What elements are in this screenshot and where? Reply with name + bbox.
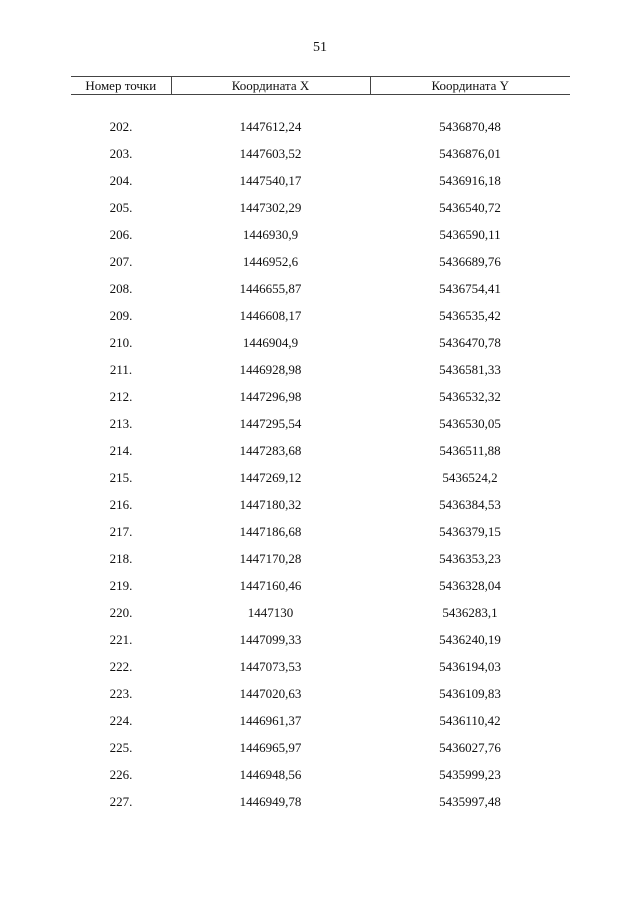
cell-point-number: 202. [109,118,133,134]
cell-coordinate-x: 1446904,9 [242,334,299,350]
cell-point-number: 203. [109,145,133,161]
cell-point-number: 206. [109,226,133,242]
cell-coordinate-x: 1447180,32 [239,496,302,512]
table-row [71,356,570,383]
cell-coordinate-y: 5435999,23 [439,766,501,782]
cell-coordinate-x: 1447073,53 [239,658,302,674]
cell-coordinate-y: 5436027,76 [439,739,501,755]
table-row [71,383,570,410]
cell-point-number: 214. [109,442,133,458]
cell-coordinate-y: 5436916,18 [439,172,501,188]
cell-point-number: 210. [109,334,133,350]
table-row [71,302,570,329]
cell-coordinate-y: 5436353,23 [439,550,501,566]
cell-coordinate-x: 1447302,29 [239,199,302,215]
cell-coordinate-y: 5436328,04 [439,577,501,593]
header-point-number: Номер точки [71,77,171,95]
cell-coordinate-y: 5436870,48 [439,118,501,134]
cell-coordinate-x: 1447540,17 [239,172,302,188]
cell-point-number: 219. [109,577,133,593]
cell-point-number: 213. [109,415,133,431]
cell-coordinate-y: 5436110,42 [439,712,501,728]
table-row [71,113,570,140]
cell-coordinate-x: 1446655,87 [239,280,302,296]
table-row [71,248,570,275]
cell-point-number: 208. [109,280,133,296]
header-coordinate-x: Координата X [171,77,370,95]
cell-point-number: 209. [109,307,133,323]
cell-coordinate-x: 1447269,12 [239,469,302,485]
cell-point-number: 216. [109,496,133,512]
cell-point-number: 223. [109,685,133,701]
table-row [71,491,570,518]
cell-coordinate-y: 5436511,88 [439,442,501,458]
table-row [71,788,570,815]
cell-point-number: 212. [109,388,133,404]
cell-coordinate-x: 1446961,37 [239,712,302,728]
cell-coordinate-y: 5436379,15 [439,523,501,539]
cell-coordinate-y: 5436876,01 [439,145,501,161]
cell-coordinate-y: 5436535,42 [439,307,501,323]
table-row [71,572,570,599]
cell-coordinate-y: 5436384,53 [439,496,501,512]
cell-coordinate-y: 5436530,05 [439,415,501,431]
cell-coordinate-x: 1447295,54 [239,415,302,431]
cell-coordinate-y: 5436689,76 [439,253,501,269]
cell-point-number: 207. [109,253,133,269]
cell-coordinate-y: 5436581,33 [439,361,501,377]
table-row [71,680,570,707]
table-row [71,626,570,653]
coordinates-table [71,76,570,815]
cell-coordinate-x: 1447612,24 [239,118,302,134]
cell-point-number: 225. [109,739,133,755]
table-row [71,518,570,545]
table-header-row [71,77,570,95]
cell-point-number: 204. [109,172,133,188]
cell-coordinate-x: 1446952,6 [242,253,299,269]
table-row [71,167,570,194]
table-body [71,95,570,816]
cell-coordinate-y: 5436240,19 [439,631,501,647]
cell-coordinate-x: 1447170,28 [239,550,302,566]
cell-point-number: 217. [109,523,133,539]
cell-point-number: 218. [109,550,133,566]
cell-coordinate-x: 1447099,33 [239,631,302,647]
table-row [71,734,570,761]
table-row [71,437,570,464]
cell-point-number: 205. [109,199,133,215]
cell-coordinate-y: 5436540,72 [439,199,501,215]
cell-coordinate-x: 1446949,78 [239,793,302,809]
cell-point-number: 222. [109,658,133,674]
table-row [71,707,570,734]
cell-point-number: 220. [109,604,133,620]
cell-coordinate-y: 5436754,41 [439,280,501,296]
cell-coordinate-y: 5436109,83 [439,685,501,701]
cell-coordinate-y: 5436590,11 [439,226,501,242]
cell-coordinate-x: 1447603,52 [239,145,302,161]
cell-coordinate-x: 1446928,98 [239,361,302,377]
cell-coordinate-x: 1446930,9 [242,226,299,242]
cell-coordinate-y: 5436470,78 [439,334,501,350]
cell-coordinate-x: 1447283,68 [239,442,302,458]
table-row [71,275,570,302]
cell-coordinate-y: 5436194,03 [439,658,501,674]
cell-point-number: 211. [109,361,133,377]
table-row [71,221,570,248]
table-row [71,329,570,356]
cell-coordinate-y: 5436283,1 [442,604,498,620]
table-row [71,410,570,437]
cell-point-number: 224. [109,712,133,728]
cell-point-number: 227. [109,793,133,809]
cell-coordinate-y: 5436532,32 [439,388,501,404]
table-row [71,761,570,788]
table-row [71,464,570,491]
table-row [71,653,570,680]
table-row [71,140,570,167]
cell-coordinate-x: 1447020,63 [239,685,302,701]
header-coordinate-y: Координата Y [370,77,570,95]
table-row [71,599,570,626]
cell-point-number: 215. [109,469,133,485]
cell-coordinate-x: 1447296,98 [239,388,302,404]
cell-coordinate-x: 1446948,56 [239,766,302,782]
table-row [71,545,570,572]
cell-coordinate-y: 5436524,2 [442,469,498,485]
page-number: 51 [313,40,327,55]
table-row [71,194,570,221]
cell-point-number: 226. [109,766,133,782]
cell-coordinate-x: 1447186,68 [239,523,302,539]
cell-coordinate-x: 1446608,17 [239,307,302,323]
cell-point-number: 221. [109,631,133,647]
table-spacer [71,95,570,114]
cell-coordinate-x: 1446965,97 [239,739,302,755]
cell-coordinate-y: 5435997,48 [439,793,501,809]
cell-coordinate-x: 1447160,46 [239,577,302,593]
cell-coordinate-x: 1447130 [247,604,294,620]
